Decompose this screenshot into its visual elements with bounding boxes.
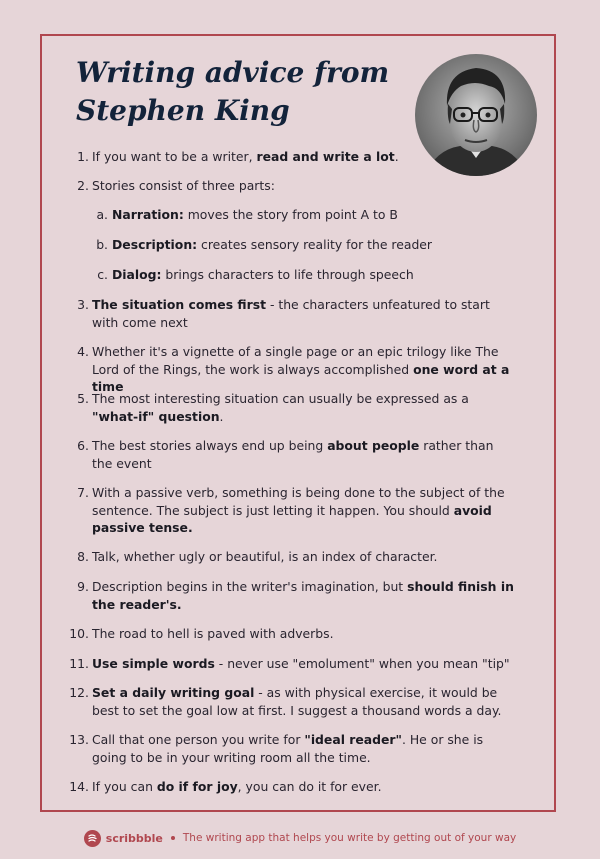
plain-text: Whether it's a vignette of a single page or an epic trilogy like The Lord of the Rings, the work is always accomplished [92,344,499,377]
list-item-text [92,484,514,537]
plain-text: , you can do it for ever. [237,779,382,794]
plain-text: - the characters unfeatured to start with come next [92,297,490,330]
list-item-text [92,655,514,673]
list-item-text [92,177,514,195]
list-item-number: 5. [77,391,89,406]
list-item-number: b. [96,237,108,252]
plain-text: If you can [92,779,157,794]
emphasis-text: about people [327,438,420,453]
list-item-text [92,778,514,796]
emphasis-text: should finish in the reader's. [92,579,514,612]
page-title: Writing advice from Stephen King [76,56,390,127]
emphasis-text: The situation comes first [92,297,266,312]
list-item-text [92,148,514,166]
plain-text: The best stories always end up being [92,438,328,453]
plain-text: - never use "emolument" when you mean "tip" [214,656,510,671]
footer [0,826,600,850]
list-item-number: 2. [77,178,89,193]
list-item-text [112,236,512,254]
list-item-text [92,684,514,719]
list-item-number: 14. [69,779,89,794]
plain-text: creates sensory reality for the reader [197,237,433,252]
emphasis-text: read and write a lot [256,149,395,164]
advice-card [40,34,556,812]
list-item-number: 4. [77,344,89,359]
plain-text: Stories consist of three parts: [92,178,275,193]
footer-brand: scribbble [105,831,163,845]
list-item-text [92,437,514,472]
plain-text: Description begins in the writer's imagination, but [92,579,408,594]
emphasis-text: avoid passive tense. [92,502,492,535]
plain-text: Talk, whether ugly or beautiful, is an index of character. [92,549,438,564]
list-item-number: 11. [69,656,89,671]
plain-text: moves the story from point A to B [183,207,398,222]
plain-text: The most interesting situation can usually be expressed as a [92,391,469,406]
list-item-number: 10. [69,626,89,641]
list-item-number: 12. [69,685,89,700]
list-item-number: 13. [69,732,89,747]
list-item-text [92,625,514,643]
plain-text: - as with physical exercise, it would be best to set the goal low at first. I suggest a thousand words a day. [92,685,502,718]
emphasis-text: Description: [112,237,198,252]
emphasis-text: "ideal reader" [304,732,402,747]
emphasis-text: one word at a time [92,361,510,394]
list-item-text [92,390,514,425]
plain-text: The road to hell is paved with adverbs. [92,626,334,641]
list-item-number: c. [97,267,108,282]
footer-tagline: The writing app that helps you write by getting out of your way [182,832,517,844]
plain-text: rather than the event [92,438,494,471]
plain-text: Call that one person you write for [92,732,305,747]
emphasis-text: Use simple words [92,656,215,671]
list-item-text [92,548,514,566]
plain-text: . He or she is going to be in your writing room all the time. [92,732,484,765]
plain-text: . [219,408,224,424]
plain-text: If you want to be a writer, [92,149,257,164]
list-item-text [92,343,514,396]
list-item-text [92,578,514,613]
plain-text: . [394,149,399,164]
list-item-number: 1. [77,149,89,164]
list-item-text [92,296,514,331]
list-item-number: 6. [77,438,89,453]
list-item-text [112,206,512,224]
emphasis-text: "what-if" question [92,408,220,424]
list-item-number: 8. [77,549,89,564]
emphasis-text: do if for joy [156,779,238,794]
list-item-text [112,266,512,284]
list-item-text [92,731,514,766]
emphasis-text: Set a daily writing goal [92,685,255,700]
scribbble-logo-icon [84,830,101,847]
emphasis-text: Dialog: [112,267,162,282]
emphasis-text: Narration: [112,207,184,222]
list-item-number: 9. [77,579,89,594]
plain-text: brings characters to life through speech [161,267,414,282]
plain-text: With a passive verb, something is being done to the subject of the sentence. The subject is just letting it happen. You should [92,485,505,518]
list-item-number: 3. [77,297,89,312]
list-item-number: 7. [77,485,89,500]
footer-separator-dot [171,836,175,840]
list-item-number: a. [96,207,108,222]
